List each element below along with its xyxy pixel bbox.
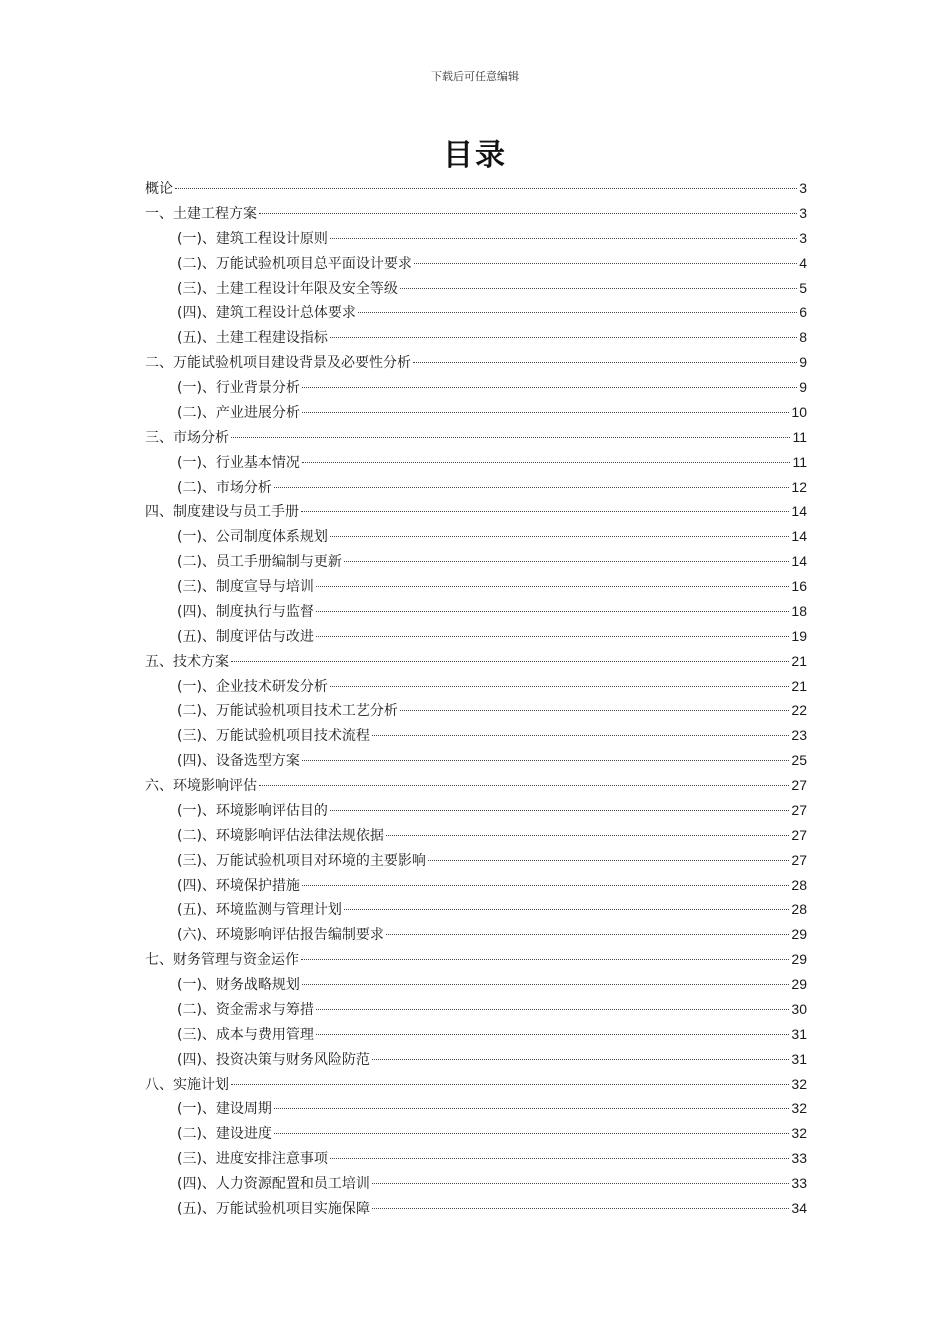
toc-subentry[interactable]: [145, 251, 807, 276]
toc-page-number: 28: [791, 876, 807, 893]
toc-page-number: 33: [791, 1175, 807, 1191]
toc-subentry[interactable]: [145, 1121, 807, 1146]
toc-subentry[interactable]: [145, 1022, 807, 1047]
toc-page-number: 11: [792, 428, 807, 445]
toc-page-number: 27: [791, 851, 807, 868]
dot-leader: [400, 710, 789, 711]
dot-leader: [301, 959, 789, 960]
toc-page-number: 21: [791, 652, 807, 669]
dot-leader: [330, 1158, 789, 1159]
dot-leader: [259, 785, 789, 786]
toc-page-number: 8: [799, 329, 807, 346]
toc-page-number: 29: [791, 926, 807, 943]
toc-subentry[interactable]: [145, 276, 807, 301]
dot-leader: [231, 661, 789, 662]
toc-page-number: 3: [799, 229, 807, 246]
toc-subentry[interactable]: [145, 873, 807, 898]
dot-leader: [302, 387, 797, 388]
dot-leader: [372, 1208, 789, 1209]
dot-leader: [302, 760, 789, 761]
toc-entry-text: (四)、人力资源配置和员工培训: [177, 1176, 370, 1192]
toc-page-number: 14: [791, 553, 807, 570]
toc-entry-text: (四)、环境保护措施: [177, 877, 300, 894]
toc-entry[interactable]: [145, 649, 807, 674]
toc-entry[interactable]: [145, 425, 807, 450]
toc-entry-text: (二)、资金需求与筹措: [177, 1001, 314, 1018]
toc-subentry[interactable]: [145, 1196, 807, 1221]
toc-page-number: 23: [791, 727, 807, 744]
toc-page-number: 14: [791, 503, 807, 520]
toc-subentry[interactable]: [145, 475, 807, 500]
toc-page-number: 3: [799, 180, 807, 196]
toc-page-number: 29: [791, 976, 807, 992]
toc-page-number: 4: [799, 254, 807, 271]
dot-leader: [400, 288, 797, 289]
dot-leader: [302, 885, 789, 886]
toc-entry-text: (四)、建筑工程设计总体要求: [177, 305, 356, 322]
toc-entry-text: 二、万能试验机项目建设背景及必要性分析: [145, 355, 411, 372]
toc-subentry[interactable]: [145, 375, 807, 400]
toc-entry-text: (一)、建设周期: [177, 1101, 272, 1118]
toc-entry-text: (三)、进度安排注意事项: [177, 1151, 328, 1168]
dot-leader: [175, 188, 797, 189]
dot-leader: [428, 860, 789, 861]
dot-leader: [316, 636, 789, 637]
toc-page-number: 12: [791, 478, 807, 495]
dot-leader: [231, 437, 790, 438]
toc-page-number: 18: [791, 602, 807, 619]
toc-page-number: 34: [791, 1199, 807, 1216]
dot-leader: [316, 611, 789, 612]
toc-subentry[interactable]: [145, 798, 807, 823]
dot-leader: [302, 984, 789, 985]
dot-leader: [316, 1009, 789, 1010]
toc-entry-text: (一)、财务战略规划: [177, 977, 300, 993]
toc-subentry[interactable]: [145, 300, 807, 325]
dot-leader: [358, 312, 797, 313]
dot-leader: [372, 1183, 789, 1184]
toc-entry-text: (二)、市场分析: [177, 479, 272, 496]
toc-subentry[interactable]: [145, 624, 807, 649]
toc-page-number: 31: [791, 1025, 807, 1042]
toc-page-number: 33: [791, 1150, 807, 1167]
table-of-contents: [145, 176, 807, 1221]
dot-leader: [344, 561, 789, 562]
toc-subentry[interactable]: [145, 972, 807, 997]
dot-leader: [302, 462, 791, 463]
toc-entry-text: 四、制度建设与员工手册: [145, 504, 299, 521]
toc-entry-text: (五)、土建工程建设指标: [177, 330, 328, 347]
toc-entry-text: 概论: [145, 181, 173, 197]
dot-leader: [414, 263, 797, 264]
toc-page-number: 14: [791, 528, 807, 545]
dot-leader: [274, 1133, 789, 1134]
dot-leader: [301, 511, 789, 512]
dot-leader: [330, 536, 789, 537]
toc-page-number: 11: [792, 453, 807, 470]
toc-page-number: 31: [791, 1050, 807, 1067]
dot-leader: [316, 586, 789, 587]
toc-entry-text: (三)、万能试验机项目技术流程: [177, 728, 370, 745]
toc-subentry[interactable]: [145, 549, 807, 574]
toc-entry-text: (三)、土建工程设计年限及安全等级: [177, 280, 398, 297]
toc-entry-text: (四)、投资决策与财务风险防范: [177, 1051, 370, 1068]
toc-entry-text: (二)、产业进展分析: [177, 404, 300, 421]
toc-subentry[interactable]: [145, 574, 807, 599]
toc-entry[interactable]: [145, 773, 807, 798]
toc-page-number: 25: [791, 752, 807, 769]
toc-page-number: 27: [791, 801, 807, 818]
toc-entry-text: (三)、制度宣导与培训: [177, 579, 314, 595]
toc-entry-text: 六、环境影响评估: [145, 778, 257, 794]
toc-entry[interactable]: [145, 350, 807, 375]
toc-entry-text: (二)、环境影响评估法律法规依据: [177, 827, 384, 844]
dot-leader: [274, 487, 789, 488]
toc-entry-text: (一)、建筑工程设计原则: [177, 230, 328, 247]
dot-leader: [259, 213, 797, 214]
dot-leader: [274, 1108, 789, 1109]
toc-page-number: 21: [791, 677, 807, 694]
toc-subentry[interactable]: [145, 599, 807, 624]
toc-subentry[interactable]: [145, 897, 807, 922]
toc-subentry[interactable]: [145, 400, 807, 425]
dot-leader: [372, 1059, 789, 1060]
toc-subentry[interactable]: [145, 325, 807, 350]
toc-page-number: 32: [791, 1075, 807, 1092]
toc-subentry[interactable]: [145, 823, 807, 848]
toc-entry-text: (一)、企业技术研发分析: [177, 678, 328, 695]
dot-leader: [231, 1084, 789, 1085]
toc-entry-text: (五)、万能试验机项目实施保障: [177, 1200, 370, 1217]
toc-page-number: 27: [791, 777, 807, 793]
header-note: 下载后可任意编辑: [431, 70, 519, 83]
toc-page-number: 16: [791, 578, 807, 594]
toc-entry[interactable]: [145, 1072, 807, 1097]
toc-subentry[interactable]: [145, 698, 807, 723]
toc-entry-text: 八、实施计划: [145, 1076, 229, 1093]
toc-subentry[interactable]: [145, 524, 807, 549]
toc-subentry[interactable]: [145, 922, 807, 947]
toc-entry-text: (二)、万能试验机项目总平面设计要求: [177, 255, 412, 272]
dot-leader: [413, 362, 797, 363]
dot-leader: [330, 337, 797, 338]
toc-entry-text: (二)、建设进度: [177, 1126, 272, 1143]
toc-page-number: 6: [799, 304, 807, 321]
toc-subentry[interactable]: [145, 674, 807, 699]
toc-entry[interactable]: [145, 947, 807, 972]
dot-leader: [386, 835, 789, 836]
toc-entry-text: (一)、行业背景分析: [177, 380, 300, 396]
toc-page-number: 32: [791, 1100, 807, 1117]
toc-page-number: 5: [799, 279, 807, 296]
toc-entry-text: (一)、公司制度体系规划: [177, 529, 328, 546]
toc-entry-text: (二)、万能试验机项目技术工艺分析: [177, 703, 398, 720]
toc-page-number: 9: [799, 354, 807, 371]
toc-page-number: 22: [791, 702, 807, 719]
toc-subentry[interactable]: [145, 1171, 807, 1196]
toc-page-number: 29: [791, 951, 807, 968]
toc-entry-text: (一)、行业基本情况: [177, 454, 300, 471]
toc-entry-text: (四)、设备选型方案: [177, 753, 300, 770]
toc-page-number: 30: [791, 1000, 807, 1017]
toc-subentry[interactable]: [145, 748, 807, 773]
toc-entry-text: (一)、环境影响评估目的: [177, 802, 328, 819]
toc-page-number: 32: [791, 1125, 807, 1142]
toc-title: 目录: [443, 138, 507, 173]
toc-entry-text: (二)、员工手册编制与更新: [177, 554, 342, 571]
toc-entry-text: 七、财务管理与资金运作: [145, 952, 299, 969]
dot-leader: [330, 238, 797, 239]
toc-entry-text: (五)、环境监测与管理计划: [177, 902, 342, 919]
toc-page-number: 3: [799, 204, 807, 221]
toc-entry-text: 一、土建工程方案: [145, 205, 257, 222]
toc-entry[interactable]: [145, 176, 807, 201]
toc-subentry[interactable]: [145, 450, 807, 475]
toc-entry[interactable]: [145, 201, 807, 226]
toc-subentry[interactable]: [145, 723, 807, 748]
toc-entry-text: (四)、制度执行与监督: [177, 603, 314, 620]
toc-page-number: 27: [791, 826, 807, 843]
toc-subentry[interactable]: [145, 848, 807, 873]
dot-leader: [330, 810, 789, 811]
toc-subentry[interactable]: [145, 997, 807, 1022]
dot-leader: [344, 909, 789, 910]
dot-leader: [316, 1034, 789, 1035]
toc-subentry[interactable]: [145, 1047, 807, 1072]
dot-leader: [386, 934, 789, 935]
toc-entry-text: (三)、成本与费用管理: [177, 1026, 314, 1043]
toc-page-number: 10: [791, 403, 807, 420]
toc-page-number: 28: [791, 901, 807, 918]
dot-leader: [372, 735, 789, 736]
toc-page-number: 19: [791, 627, 807, 644]
toc-entry-text: 五、技术方案: [145, 653, 229, 670]
dot-leader: [330, 686, 789, 687]
toc-entry[interactable]: [145, 499, 807, 524]
toc-subentry[interactable]: [145, 226, 807, 251]
dot-leader: [302, 412, 789, 413]
toc-entry-text: (五)、制度评估与改进: [177, 628, 314, 645]
toc-subentry[interactable]: [145, 1146, 807, 1171]
toc-page-number: 9: [799, 379, 807, 395]
toc-subentry[interactable]: [145, 1096, 807, 1121]
toc-entry-text: 三、市场分析: [145, 429, 229, 446]
toc-entry-text: (三)、万能试验机项目对环境的主要影响: [177, 852, 426, 869]
toc-entry-text: (六)、环境影响评估报告编制要求: [177, 927, 384, 944]
